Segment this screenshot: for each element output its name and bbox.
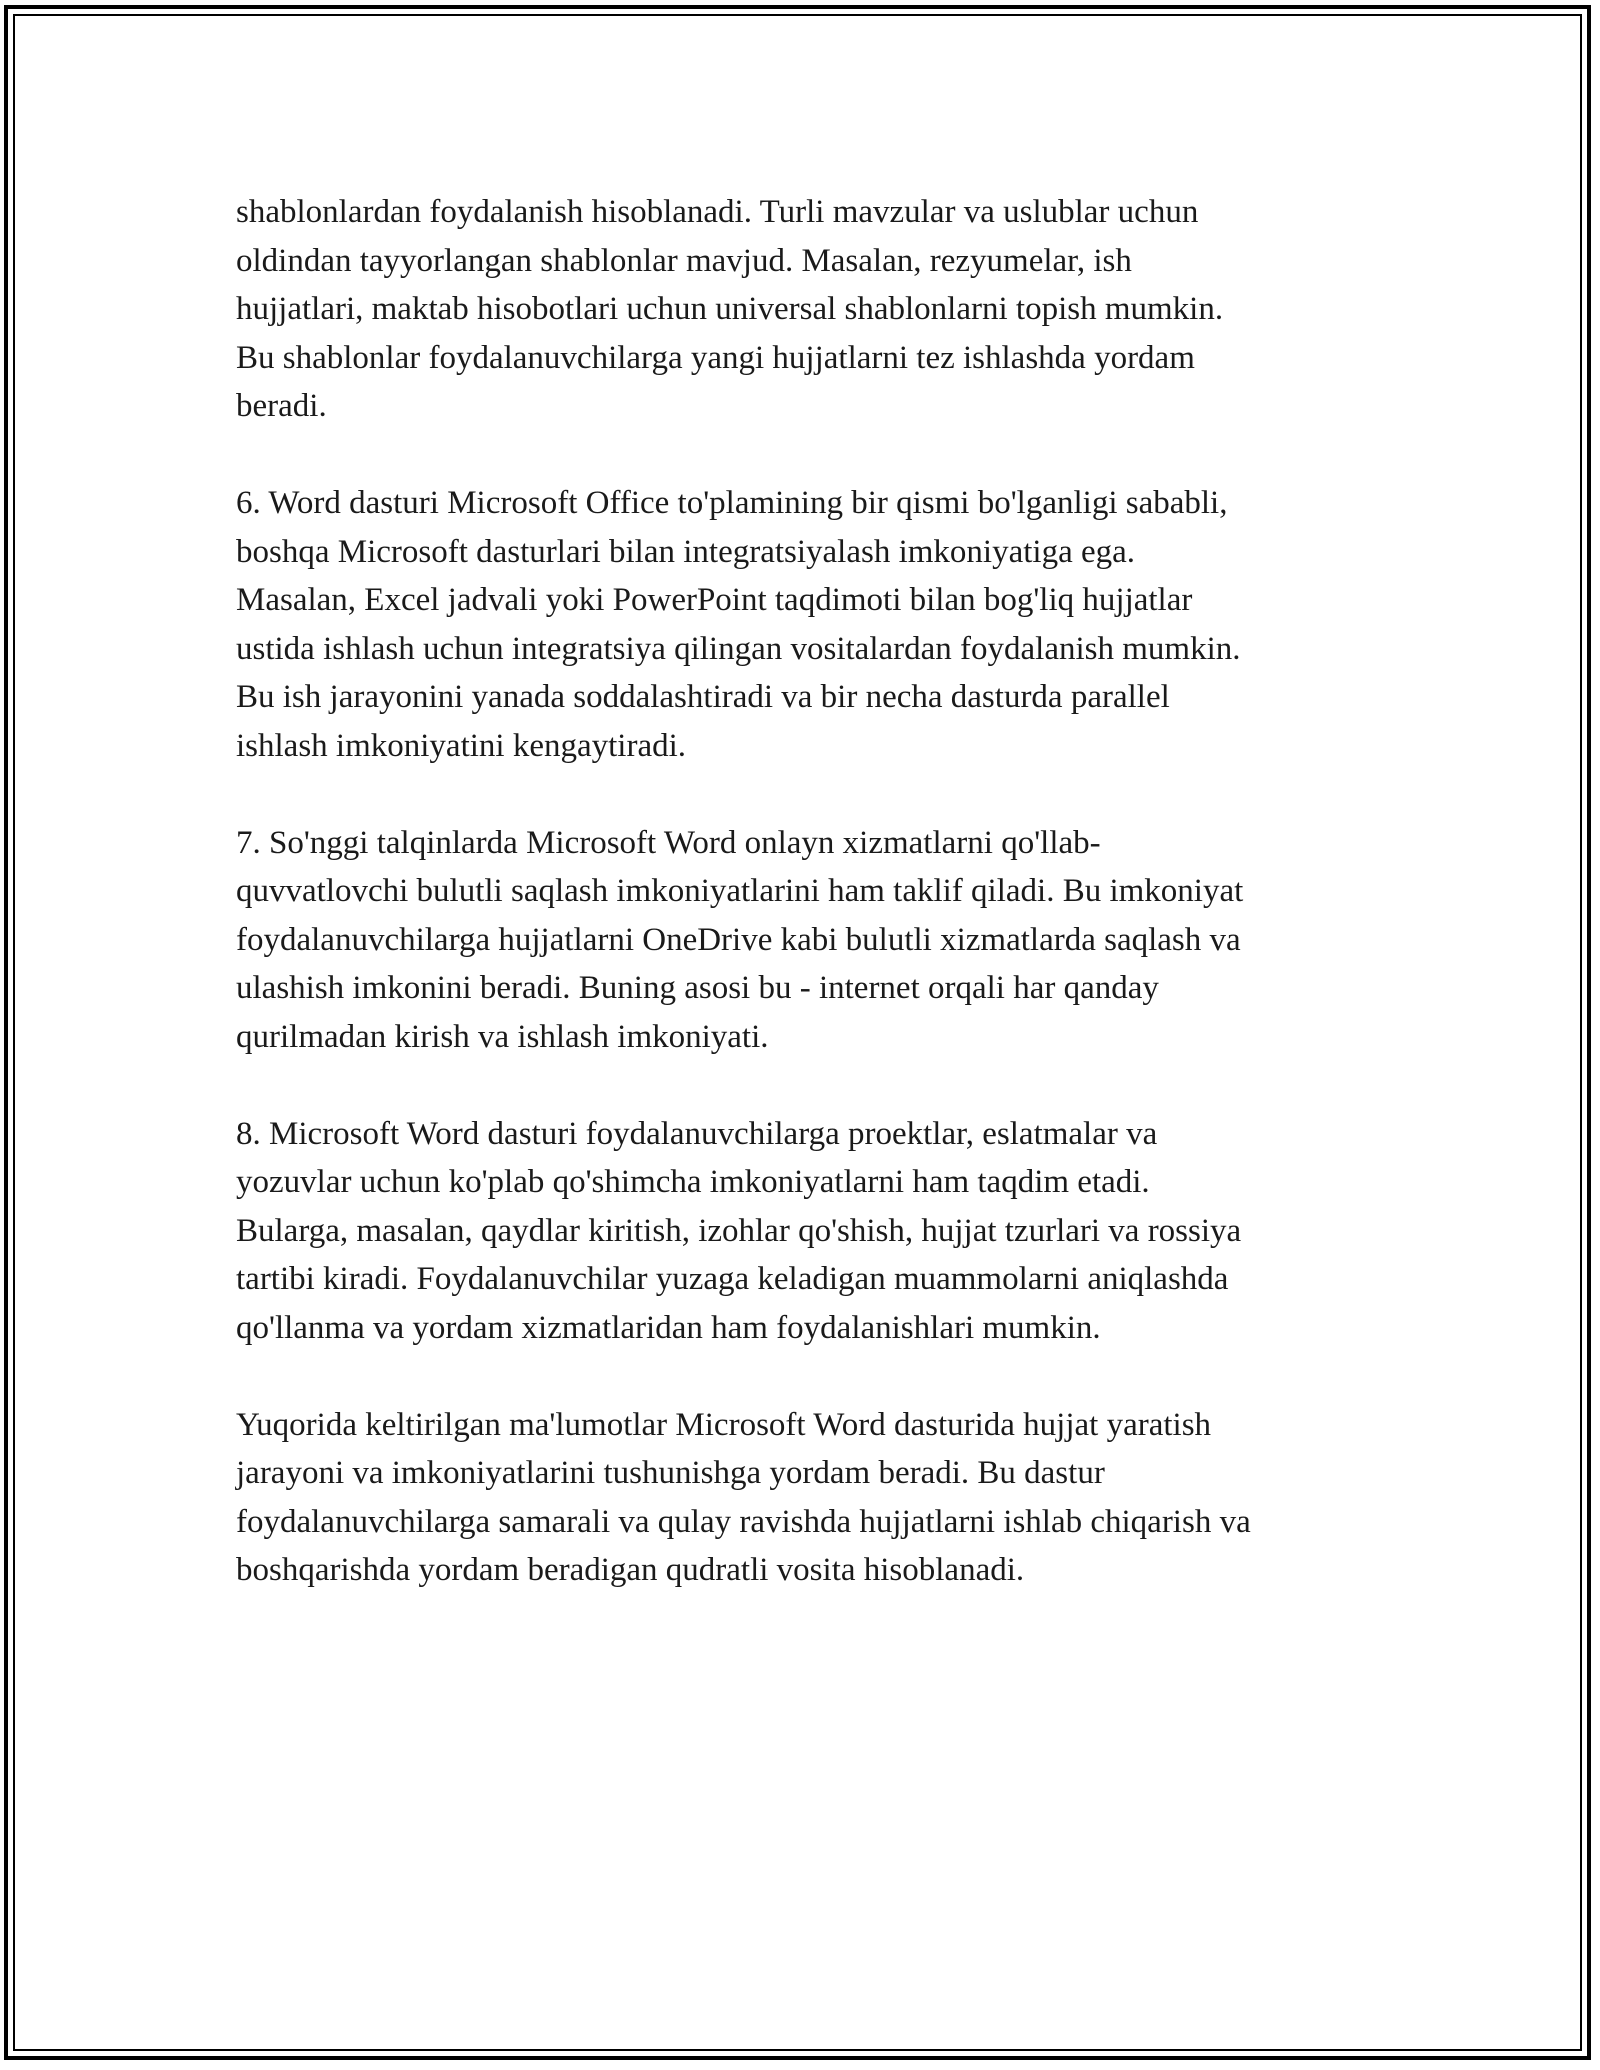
text-line: foydalanuvchilarga hujjatlarni OneDrive kabi bulutli xizmatlarda saqlash va bbox=[236, 921, 1241, 958]
text-line: boshqa Microsoft dasturlari bilan integratsiyalash imkoniyatiga ega. bbox=[236, 533, 1136, 570]
paragraph-conclusion bbox=[236, 1401, 1386, 1595]
paragraph-templates bbox=[236, 188, 1386, 431]
text-line: 8. Microsoft Word dasturi foydalanuvchilarga proektlar, eslatmalar va bbox=[236, 1115, 1158, 1152]
text-line: foydalanuvchilarga samarali va qulay ravishda hujjatlarni ishlab chiqarish va bbox=[236, 1503, 1251, 1540]
text-line: Masalan, Excel jadvali yoki PowerPoint taqdimoti bilan bog'liq hujjatlar bbox=[236, 582, 1193, 618]
text-line: Bu ish jarayonini yanada soddalashtiradi va bir necha dasturda parallel bbox=[236, 679, 1170, 715]
text-line: Bu shablonlar foydalanuvchilarga yangi hujjatlarni tez ishlashda yordam bbox=[236, 339, 1195, 376]
text-line: 6. Word dasturi Microsoft Office to'plamining bir qismi bo'lganligi sababli, bbox=[236, 485, 1228, 521]
text-line: Yuqorida keltirilgan ma'lumotlar Microsoft Word dasturida hujjat yaratish bbox=[236, 1406, 1212, 1443]
text-line: quvvatlovchi bulutli saqlash imkoniyatlarini ham taklif qiladi. Bu imkoniyat bbox=[236, 873, 1244, 909]
text-line: oldindan tayyorlangan shablonlar mavjud. Masalan, rezyumelar, ish bbox=[236, 242, 1132, 279]
text-line: beradi. bbox=[236, 388, 327, 424]
text-line: tartibi kiradi. Foydalanuvchilar yuzaga keladigan muammolarni aniqlashda bbox=[236, 1261, 1229, 1297]
text-line: ulashish imkonini beradi. Buning asosi bu - internet orqali har qanday bbox=[236, 970, 1159, 1006]
text-line: hujjatlari, maktab hisobotlari uchun universal shablonlarni topish mumkin. bbox=[236, 291, 1224, 327]
text-line: yozuvlar uchun ko'plab qo'shimcha imkoniyatlarni ham taqdim etadi. bbox=[236, 1164, 1150, 1200]
text-line: Bularga, masalan, qaydlar kiritish, izohlar qo'shish, hujjat tzurlari va rossiya bbox=[236, 1212, 1242, 1249]
text-line: ustida ishlash uchun integratsiya qilingan vositalardan foydalanish mumkin. bbox=[236, 630, 1241, 667]
text-line: qo'llanma va yordam xizmatlaridan ham foydalanishlari mumkin. bbox=[236, 1309, 1101, 1346]
text-line: 7. So'nggi talqinlarda Microsoft Word onlayn xizmatlarni qo'llab- bbox=[236, 824, 1101, 861]
text-line: ishlash imkoniyatini kengaytiradi. bbox=[236, 727, 687, 764]
text-line: shablonlardan foydalanish hisoblanadi. Turli mavzular va uslublar uchun bbox=[236, 194, 1199, 230]
paragraph-item-8 bbox=[236, 1110, 1386, 1353]
paragraph-item-7 bbox=[236, 819, 1386, 1062]
paragraph-item-6 bbox=[236, 479, 1386, 770]
text-line: qurilmadan kirish va ishlash imkoniyati. bbox=[236, 1018, 769, 1055]
text-line: jarayoni va imkoniyatlarini tushunishga yordam beradi. Bu dastur bbox=[236, 1455, 1105, 1491]
text-line: boshqarishda yordam beradigan qudratli vosita hisoblanadi. bbox=[236, 1552, 1025, 1588]
document-body bbox=[236, 188, 1386, 1643]
